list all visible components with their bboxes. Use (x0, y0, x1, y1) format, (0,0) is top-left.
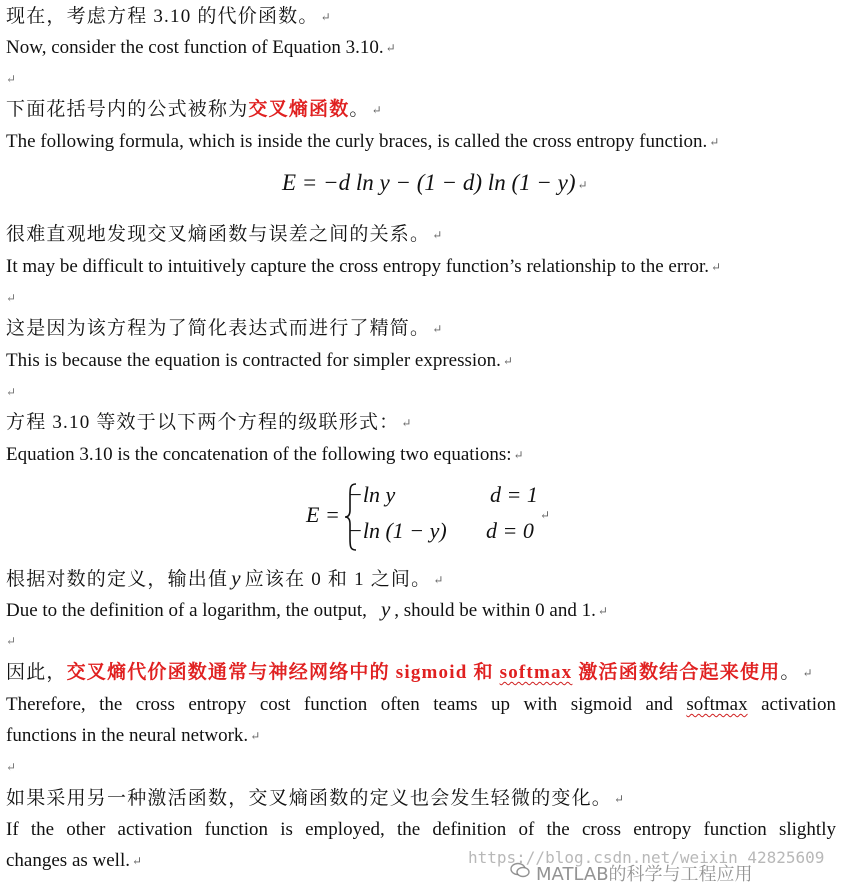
paragraph-mark: ↵ (597, 604, 608, 618)
paragraph-mark: ↵ (250, 729, 261, 743)
spellcheck-softmax: softmax (686, 694, 748, 715)
empty-paragraph: ↵ (6, 760, 17, 774)
paragraph-mark: ↵ (540, 508, 551, 522)
paragraph-zh-3: 很难直观地发现交叉熵函数与误差之间的关系。 ↵ (6, 224, 444, 245)
paragraph-mark: ↵ (614, 792, 626, 806)
paragraph-mark: ↵ (577, 178, 588, 192)
highlight-usage: 交叉熵代价函数通常与神经网络中的 sigmoid 和 softmax 激活函数结合起来使用 (66, 662, 781, 683)
paragraph-en-8-line1: If the other activation function is employed, the definition of the cross entropy function slightly (6, 819, 836, 840)
wechat-icon (510, 862, 530, 878)
empty-paragraph: ↵ (6, 634, 17, 648)
wechat-source-badge: MATLAB的科学与工程应用 (536, 860, 753, 886)
paragraph-mark: ↵ (432, 322, 444, 336)
empty-paragraph: ↵ (6, 385, 17, 399)
paragraph-en-6: Due to the definition of a logarithm, the output, y , should be within 0 and 1. ↵ (6, 597, 608, 621)
paragraph-en-8-line2: changes as well. ↵ (6, 850, 143, 871)
paragraph-zh-4: 这是因为该方程为了简化表达式而进行了精简。 ↵ (6, 318, 444, 339)
paragraph-en-2: The following formula, which is inside the curly braces, is called the cross entropy function. ↵ (6, 131, 720, 152)
paragraph-en-7-line1: Therefore, the cross entropy cost function often teams up with sigmoid and softmax activation (6, 694, 836, 715)
variable-y: y (380, 597, 391, 621)
paragraph-zh-1: 现在，考虑方程 3.10 的代价函数。 ↵ (6, 6, 332, 27)
url-watermark: https://blog.csdn.net/weixin_42825609 (468, 848, 825, 867)
paragraph-mark: ↵ (711, 260, 722, 274)
paragraph-mark: ↵ (802, 666, 814, 680)
paragraph-en-1: Now, consider the cost function of Equation 3.10. ↵ (6, 37, 396, 58)
paragraph-mark: ↵ (131, 854, 143, 868)
paragraph-mark: ↵ (385, 41, 396, 55)
paragraph-en-4: This is because the equation is contracted for simpler expression. ↵ (6, 350, 513, 371)
piecewise-lhs: E = (306, 502, 340, 527)
paragraph-zh-7: 因此，交叉熵代价函数通常与神经网络中的 sigmoid 和 softmax 激活函数结合起来使用。 ↵ (6, 662, 814, 683)
paragraph-mark: ↵ (433, 573, 445, 587)
variable-y: y (231, 566, 242, 590)
highlight-cross-entropy: 交叉熵函数 (248, 99, 350, 120)
paragraph-mark: ↵ (513, 448, 524, 462)
paragraph-zh-6: 根据对数的定义，输出值 y 应该在 0 和 1 之间。 ↵ (6, 566, 445, 590)
paragraph-mark: ↵ (709, 135, 720, 149)
paragraph-mark: ↵ (432, 228, 444, 242)
spellcheck-softmax: softmax (499, 662, 573, 683)
paragraph-mark: ↵ (502, 354, 513, 368)
paragraph-mark: ↵ (320, 10, 332, 24)
paragraph-zh-8: 如果采用另一种激活函数，交叉熵函数的定义也会发生轻微的变化。 ↵ (6, 788, 626, 809)
paragraph-zh-2: 下面花括号内的公式被称为交叉熵函数。 ↵ (6, 99, 383, 120)
piecewise-case-1: −ln y d = 1 (348, 482, 538, 507)
paragraph-mark: ↵ (371, 103, 383, 117)
paragraph-en-5: Equation 3.10 is the concatenation of the following two equations: ↵ (6, 444, 524, 465)
piecewise-case-2: −ln (1 − y) d = 0 (348, 518, 534, 543)
paragraph-en-7-line2: functions in the neural network. ↵ (6, 725, 261, 746)
empty-paragraph: ↵ (6, 72, 17, 86)
paragraph-zh-5: 方程 3.10 等效于以下两个方程的级联形式： ↵ (6, 412, 413, 433)
paragraph-en-3: It may be difficult to intuitively capture the cross entropy function’s relationship to the error. ↵ (6, 256, 722, 277)
paragraph-mark: ↵ (401, 416, 413, 430)
empty-paragraph: ↵ (6, 291, 17, 305)
cross-entropy-formula: E = −d ln y − (1 − d) ln (1 − y) ↵ (282, 170, 588, 195)
